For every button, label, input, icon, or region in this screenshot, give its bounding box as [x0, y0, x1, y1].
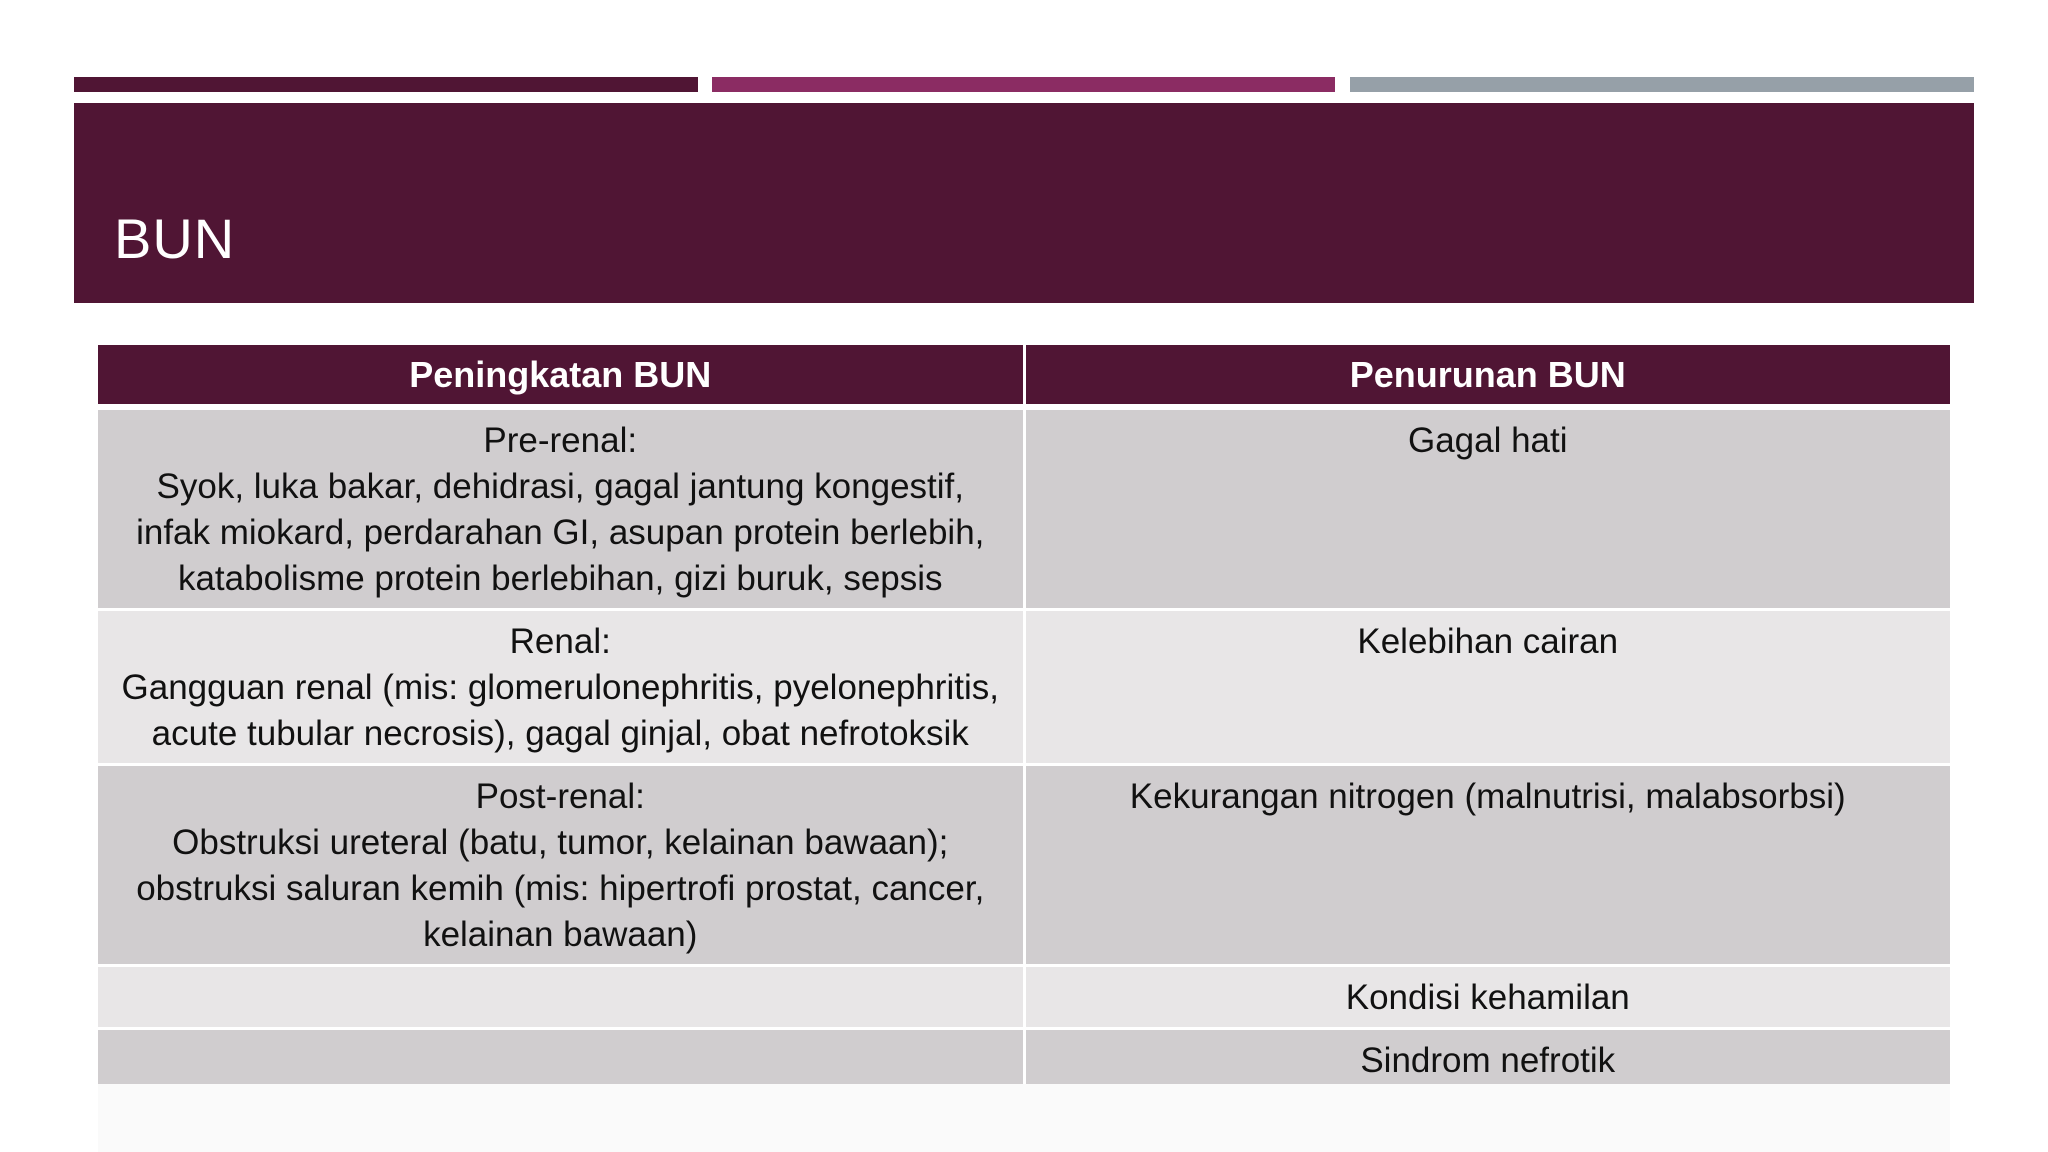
table-row-kehamilan — [98, 966, 1950, 1029]
slide-title: BUN — [114, 207, 236, 270]
cell-heading: Pre-renal: — [483, 421, 638, 460]
table-row-renal — [98, 610, 1950, 765]
bun-table-container — [98, 345, 1950, 1093]
title-band — [74, 103, 1974, 303]
cell-heading: Renal: — [509, 622, 611, 661]
cell-kelebihan-cairan: Kelebihan cairan — [1024, 610, 1950, 765]
cell-heading: Post-renal: — [475, 777, 645, 816]
accent-bar-gray — [1350, 77, 1974, 92]
accent-bar-magenta — [712, 77, 1335, 92]
header-penurunan: Penurunan BUN — [1024, 345, 1950, 407]
cell-post-renal — [98, 765, 1024, 966]
cell-renal — [98, 610, 1024, 765]
cell-body: Syok, luka bakar, dehidrasi, gagal jantung kongestif, infak miokard, perdarahan GI, asupan protein berlebih, katabolisme protein berlebihan, gizi buruk, sepsis — [136, 467, 985, 598]
table-row-nefrotik — [98, 1029, 1950, 1092]
cell-sindrom-nefrotik: Sindrom nefrotik — [1024, 1029, 1950, 1092]
cell-body: Gangguan renal (mis: glomerulonephritis, pyelonephritis, acute tubular necrosis), gagal ginjal, obat nefrotoksik — [121, 668, 999, 753]
cell-empty — [98, 1029, 1024, 1092]
cell-kekurangan-nitrogen: Kekurangan nitrogen (malnutrisi, malabsorbsi) — [1024, 765, 1950, 966]
table-bottom-shade — [98, 1084, 1950, 1152]
table-header-row — [98, 345, 1950, 407]
cell-empty — [98, 966, 1024, 1029]
cell-body: Obstruksi ureteral (batu, tumor, kelainan bawaan); obstruksi saluran kemih (mis: hipertrofi prostat, cancer, kelainan bawaan) — [136, 823, 985, 954]
cell-pre-renal — [98, 407, 1024, 610]
header-peningkatan: Peningkatan BUN — [98, 345, 1024, 407]
table-row-pre-renal — [98, 407, 1950, 610]
cell-kondisi-kehamilan: Kondisi kehamilan — [1024, 966, 1950, 1029]
accent-bar-dark — [74, 77, 698, 92]
cell-gagal-hati: Gagal hati — [1024, 407, 1950, 610]
bun-table — [98, 345, 1950, 1093]
table-row-post-renal — [98, 765, 1950, 966]
